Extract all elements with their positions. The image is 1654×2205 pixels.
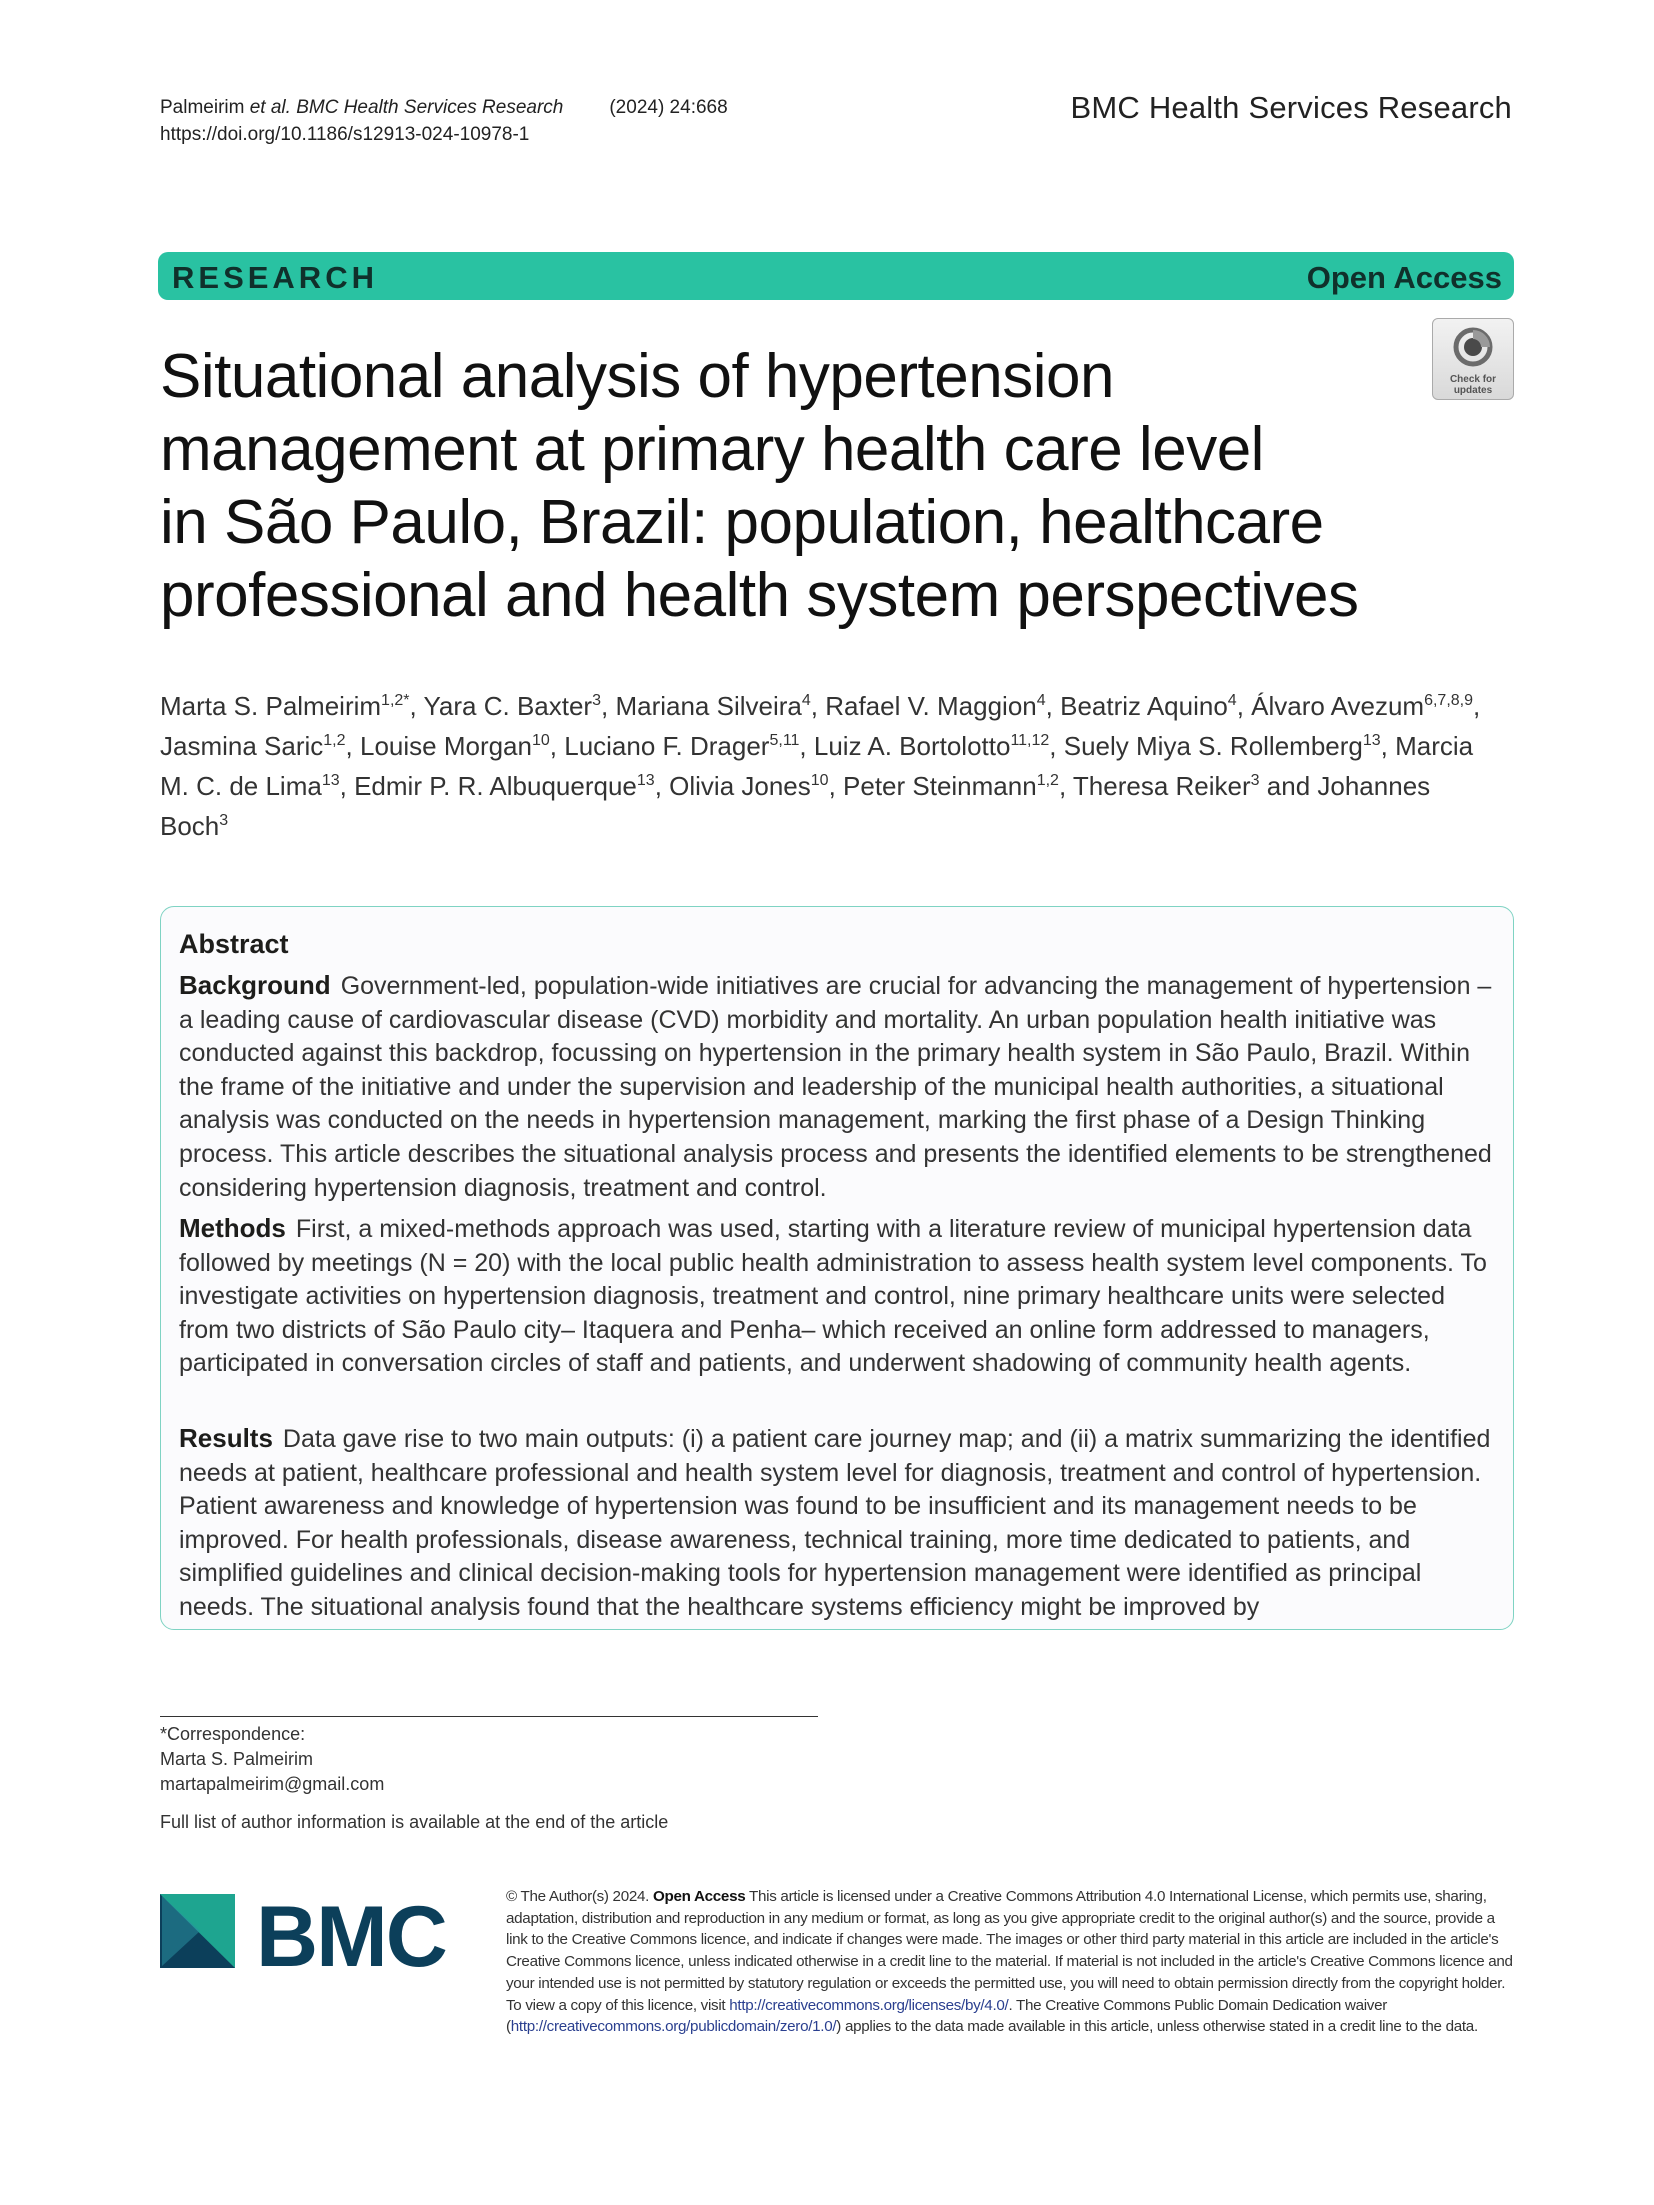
author-affiliation: 13 xyxy=(636,772,655,789)
author-name[interactable]: Olivia Jones xyxy=(669,771,811,801)
footnote-divider xyxy=(160,1716,818,1717)
background-text: Government-led, population-wide initiatives are crucial for advancing the management of hypertension – a leading cause of cardiovascular disease (CVD) morbidity and mortality. An urban population health initiative was conducted against this backdrop, focussing on hypertension in the primary health system in São Paulo, Brazil. Within the frame of the initiative and under the supervision and leadership of the municipal health authorities, a situational analysis was conducted on the needs in hypertension management, marking the first phase of a Design Thinking process. This article describes the situational analysis process and presents the identified elements to be strengthened considering hypertension diagnosis, treatment and control. xyxy=(179,972,1492,1202)
author-separator: , xyxy=(799,731,814,761)
author-name[interactable]: Luiz A. Bortolotto xyxy=(813,731,1011,761)
author-separator: , xyxy=(1045,691,1061,721)
author-separator: and xyxy=(1259,771,1318,801)
results-text: Data gave rise to two main outputs: (i) a patient care journey map; and (ii) a matrix summarizing the identified needs at patient, healthcare professional and health system level for diagnosis, treatment and control of hypertension. Patient awareness and knowledge of hypertension was found to be insufficient and its management needs to be improved. For health professionals, disease awareness, technical training, more time dedicated to patients, and simplified guidelines and clinical decision-making tools for hypertension management were identified as principal needs. The situational analysis found that the healthcare systems efficiency might be improved by xyxy=(179,1425,1491,1621)
title-line: management at primary health care level xyxy=(160,415,1264,484)
author-affiliation: 3 xyxy=(1250,772,1260,789)
logo-text: BMC xyxy=(256,1889,446,1974)
author-separator: , xyxy=(339,771,355,801)
abstract-methods xyxy=(179,1212,1495,1381)
license-text-1: This article is licensed under a Creative Commons Attribution 4.0 International License, which permits use, sharing, adaptation, distribution and reproduction in any medium or format, as long as you give appropriate credit to the original author(s) and the source, provide a link to the Creative Commons licence, and indicate if changes were made. The images or other third party material in this article are included in the article's Creative Commons licence, unless indicated otherwise in a credit line to the material. If material is not included in the article's Creative Commons licence and your intended use is not permitted by statutory regulation or exceeds the permitted use, you will need to obtain permission directly from the copyright holder. To view a copy of this licence, visit xyxy=(506,1888,1513,2014)
author-affiliation: 1,2* xyxy=(381,692,410,709)
methods-text: First, a mixed-methods approach was used, starting with a literature review of municipal hypertension data followed by meetings (N = 20) with the local public health administration to assess health system level components. To investigate activities on hypertension diagnosis, treatment and control, nine primary healthcare units were selected from two districts of São Paulo city– Itaquera and Penha– which received an online form addressed to managers, participated in conversation circles of staff and patients, and underwent shadowing of community health agents. xyxy=(179,1215,1487,1378)
author-list xyxy=(160,686,1500,846)
doi-link[interactable]: https://doi.org/10.1186/s12913-024-10978-1 xyxy=(160,124,530,145)
background-label: Background xyxy=(179,970,331,1000)
journal-name: BMC Health Services Research xyxy=(1070,90,1512,125)
title-line: Situational analysis of hypertension xyxy=(160,342,1114,411)
author-affiliation: 10 xyxy=(810,772,829,789)
author-affiliation: 3 xyxy=(219,812,229,829)
author-name[interactable]: Álvaro Avezum xyxy=(1251,691,1425,721)
author-name[interactable]: Louise Morgan xyxy=(359,731,532,761)
author-name[interactable]: Beatriz Aquino xyxy=(1060,691,1228,721)
check-for-updates-badge[interactable] xyxy=(1432,318,1514,400)
abstract-box xyxy=(160,906,1514,1630)
author-name[interactable]: Marta S. Palmeirim xyxy=(160,691,382,721)
author-separator: , xyxy=(1473,691,1481,721)
crossmark-text-2: updates xyxy=(1453,385,1493,396)
author-separator: , xyxy=(810,691,826,721)
license-statement xyxy=(506,1886,1514,2038)
author-affiliation: 5,11 xyxy=(769,732,800,749)
author-affiliation: 1,2 xyxy=(1036,772,1059,789)
author-name[interactable]: Luciano F. Drager xyxy=(564,731,770,761)
license-link-zero[interactable]: http://creativecommons.org/publicdomain/zero/1.0/ xyxy=(510,2018,837,2036)
author-info-note: Full list of author information is available at the end of the article xyxy=(160,1812,669,1832)
author-affiliation: 4 xyxy=(1227,692,1237,709)
citation-authors: Palmeirim xyxy=(160,97,250,118)
author-name[interactable]: Edmir P. R. Albuquerque xyxy=(354,771,637,801)
author-separator: , xyxy=(601,691,616,721)
crossmark-text-1: Check for xyxy=(1449,374,1497,385)
bmc-logo xyxy=(160,1886,472,1974)
author-name[interactable]: Theresa Reiker xyxy=(1072,771,1251,801)
correspondence-email[interactable]: martapalmeirim@gmail.com xyxy=(160,1774,385,1794)
author-affiliation: 11,12 xyxy=(1010,732,1050,749)
correspondence-block xyxy=(160,1722,384,1797)
author-affiliation: 4 xyxy=(1036,692,1046,709)
title-line: professional and health system perspectives xyxy=(160,561,1359,630)
correspondence-label: *Correspondence: xyxy=(160,1724,306,1744)
author-name[interactable]: Rafael V. Maggion xyxy=(825,691,1037,721)
open-access-label: Open Access xyxy=(1306,260,1502,295)
author-separator: , xyxy=(654,771,670,801)
author-separator: , xyxy=(345,731,360,761)
author-separator: , xyxy=(1049,731,1064,761)
author-affiliation: 6,7,8,9 xyxy=(1424,692,1474,709)
license-text-2: . The Creative Commons Public Domain Dedication waiver ( xyxy=(506,1996,1387,2036)
license-text-3: ) applies to the data made available in this article, unless otherwise stated in a credit line to the data. xyxy=(836,2018,1478,2036)
author-name[interactable]: Johannes Boch xyxy=(160,771,1431,841)
results-label: Results xyxy=(179,1423,273,1453)
author-separator: , xyxy=(1058,771,1073,801)
author-name[interactable]: Mariana Silveira xyxy=(615,691,802,721)
citation-journal: et al. BMC Health Services Research xyxy=(249,97,564,118)
abstract-results xyxy=(179,1422,1495,1625)
article-title xyxy=(160,340,1400,632)
author-separator: , xyxy=(1236,691,1252,721)
author-affiliation: 1,2 xyxy=(323,732,346,749)
author-affiliation: 10 xyxy=(531,732,550,749)
citation-block xyxy=(160,94,728,148)
author-separator: , xyxy=(409,691,424,721)
correspondence-name: Marta S. Palmeirim xyxy=(160,1749,314,1769)
author-name[interactable]: Marcia M. C. de Lima xyxy=(160,731,1474,801)
author-affiliation: 13 xyxy=(321,772,340,789)
license-copyright: © The Author(s) 2024. xyxy=(506,1888,653,1905)
author-affiliation: 3 xyxy=(592,692,601,709)
author-separator: , xyxy=(549,731,565,761)
abstract-heading: Abstract xyxy=(179,929,289,959)
crossmark-icon xyxy=(1453,327,1493,367)
author-affiliation: 13 xyxy=(1362,732,1381,749)
author-name[interactable]: Peter Steinmann xyxy=(843,771,1037,801)
abstract-background xyxy=(179,969,1495,1205)
license-link-by[interactable]: http://creativecommons.org/licenses/by/4.0/ xyxy=(729,1996,1009,2014)
author-affiliation: 4 xyxy=(801,692,811,709)
methods-label: Methods xyxy=(179,1213,286,1243)
title-line: in São Paulo, Brazil: population, healthcare xyxy=(160,488,1324,557)
author-separator: , xyxy=(1380,731,1396,761)
license-open-access: Open Access xyxy=(653,1888,746,1905)
author-name[interactable]: Suely Miya S. Rollemberg xyxy=(1063,731,1363,761)
citation-year-volume: (2024) 24:668 xyxy=(609,97,728,118)
author-name[interactable]: Yara C. Baxter xyxy=(423,691,593,721)
author-separator: , xyxy=(828,771,844,801)
author-name[interactable]: Jasmina Saric xyxy=(160,731,324,761)
article-type-banner xyxy=(158,252,1514,300)
citation-line xyxy=(160,94,728,121)
article-type-label: RESEARCH xyxy=(172,260,378,295)
